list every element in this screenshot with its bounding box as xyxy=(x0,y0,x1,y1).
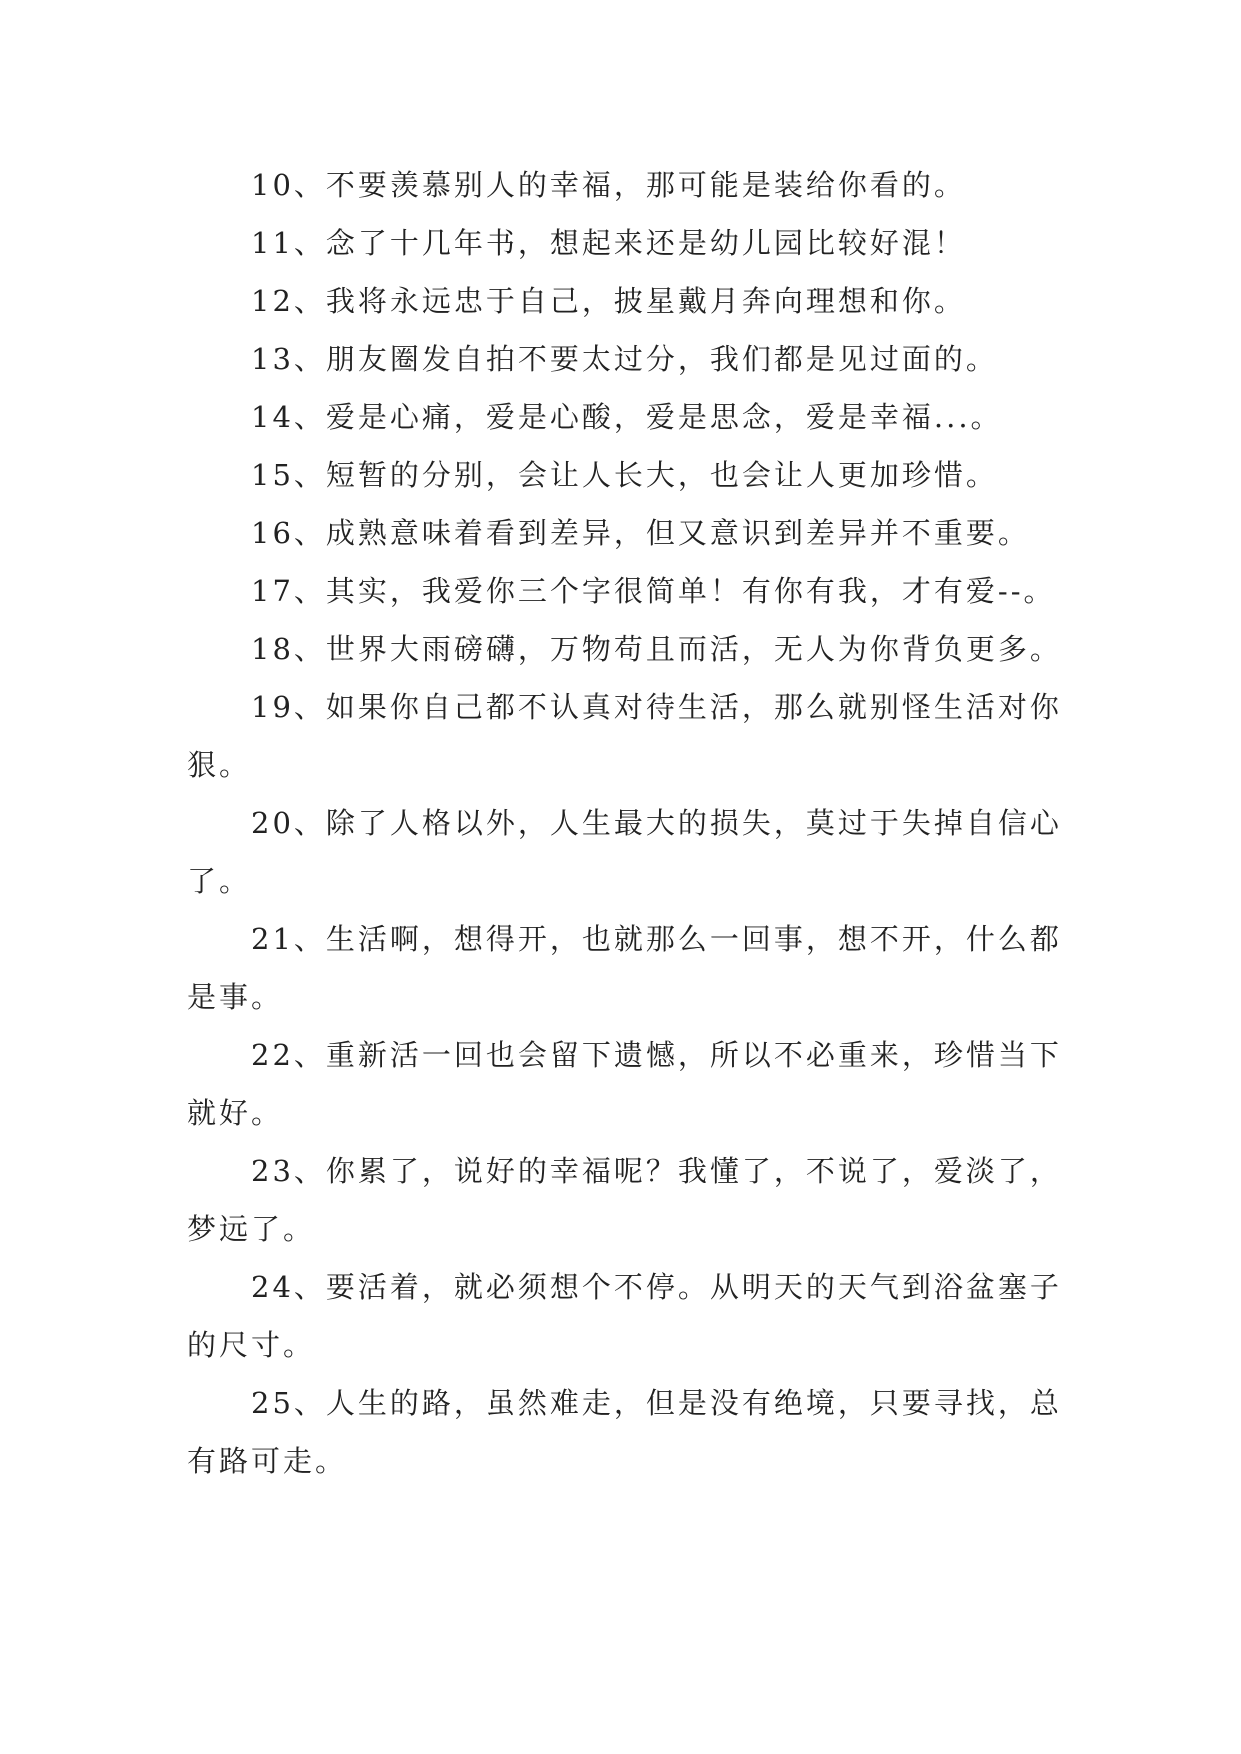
paragraph-21: 21、生活啊，想得开，也就那么一回事，想不开，什么都是事。 xyxy=(187,922,1062,1014)
paragraph-25: 25、人生的路，虽然难走，但是没有绝境，只要寻找，总有路可走。 xyxy=(187,1386,1062,1478)
document-body xyxy=(187,156,1067,1490)
paragraph-19: 19、如果你自己都不认真对待生活，那么就别怪生活对你狠。 xyxy=(187,690,1062,782)
paragraph-11: 11、念了十几年书，想起来还是幼儿园比较好混！ xyxy=(251,226,966,260)
paragraph-17: 17、其实，我爱你三个字很简单！有你有我，才有爱--。 xyxy=(251,574,1056,608)
paragraph-24: 24、要活着，就必须想个不停。从明天的天气到浴盆塞子的尺寸。 xyxy=(187,1270,1062,1362)
paragraph-16: 16、成熟意味着看到差异，但又意识到差异并不重要。 xyxy=(251,516,1030,550)
paragraph-22: 22、重新活一回也会留下遗憾，所以不必重来，珍惜当下就好。 xyxy=(187,1038,1062,1130)
paragraph-10: 10、不要羡慕别人的幸福，那可能是装给你看的。 xyxy=(251,168,966,202)
paragraph-13: 13、朋友圈发自拍不要太过分，我们都是见过面的。 xyxy=(251,342,998,376)
paragraph-18: 18、世界大雨磅礴，万物苟且而活，无人为你背负更多。 xyxy=(251,632,1062,666)
paragraph-23: 23、你累了，说好的幸福呢？我懂了，不说了，爱淡了，梦远了。 xyxy=(187,1154,1062,1246)
paragraph-15: 15、短暂的分别，会让人长大，也会让人更加珍惜。 xyxy=(251,458,998,492)
paragraph-20: 20、除了人格以外，人生最大的损失，莫过于失掉自信心了。 xyxy=(187,806,1062,898)
paragraph-14: 14、爱是心痛，爱是心酸，爱是思念，爱是幸福...。 xyxy=(251,400,1003,434)
paragraph-12: 12、我将永远忠于自己，披星戴月奔向理想和你。 xyxy=(251,284,966,318)
